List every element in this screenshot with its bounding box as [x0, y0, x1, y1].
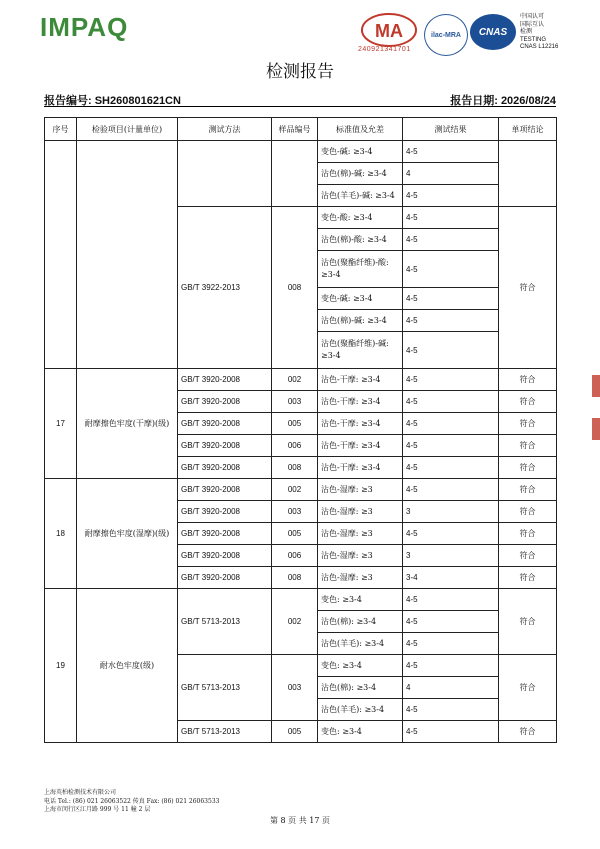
- test-result-cell: 4-5: [403, 369, 499, 391]
- test-result-cell: 3-4: [403, 567, 499, 589]
- test-result-cell: 4: [403, 677, 499, 699]
- cma-number: 240921341701: [358, 46, 411, 53]
- standard-value-cell: 沾色(羊毛): ≥3-4: [318, 633, 403, 655]
- standard-value-cell: 沾色-干摩: ≥3-4: [318, 457, 403, 479]
- test-result-cell: 4-5: [403, 229, 499, 251]
- col-header-standard: 标准值及允差: [318, 118, 403, 141]
- test-method-cell: GB/T 3920-2008: [178, 391, 272, 413]
- sample-number-cell: 003: [272, 501, 318, 523]
- sample-number-cell: 002: [272, 369, 318, 391]
- test-result-cell: 4-5: [403, 589, 499, 611]
- cnas-logo-icon: CNAS: [470, 14, 516, 50]
- sample-number-cell: 003: [272, 655, 318, 721]
- conclusion-cell: 符合: [499, 545, 557, 567]
- standard-value-cell: 沾色-湿摩: ≥3: [318, 523, 403, 545]
- standard-value-cell: 沾色(棉)-碱: ≥3-4: [318, 163, 403, 185]
- standard-value-cell: 沾色(棉): ≥3-4: [318, 611, 403, 633]
- conclusion-cell: 符合: [499, 207, 557, 369]
- test-result-cell: 3: [403, 545, 499, 567]
- sample-number-cell: 005: [272, 523, 318, 545]
- company-logo: IMPAQ: [40, 12, 129, 42]
- sample-number-cell: 006: [272, 545, 318, 567]
- conclusion-cell: 符合: [499, 655, 557, 721]
- sample-number-cell: 002: [272, 589, 318, 655]
- standard-value-cell: 沾色(棉): ≥3-4: [318, 677, 403, 699]
- footer-contact: 电话 Tel.: (86) 021 26063522 传真 Fax: (86) 021 26063533: [44, 797, 220, 805]
- test-item-cell: 耐摩擦色牢度(干摩)(级): [77, 369, 178, 479]
- test-method-cell: GB/T 5713-2013: [178, 721, 272, 743]
- conclusion-cell: 符合: [499, 369, 557, 391]
- test-result-cell: 4-5: [403, 633, 499, 655]
- test-result-cell: 4-5: [403, 413, 499, 435]
- col-header-result: 测试结果: [403, 118, 499, 141]
- standard-value-cell: 沾色-干摩: ≥3-4: [318, 413, 403, 435]
- sample-number-cell: 005: [272, 413, 318, 435]
- test-item-cell: 耐水色牢度(级): [77, 589, 178, 743]
- test-results-table: [44, 117, 557, 743]
- standard-value-cell: 沾色-干摩: ≥3-4: [318, 435, 403, 457]
- cnas-accreditation-text: 中国认可 国际互认 检测 TESTING CNAS L12216: [520, 14, 559, 50]
- standard-value-cell: 沾色(聚酯纤维)-碱: ≥3-4: [318, 332, 403, 369]
- sample-number-cell: 008: [272, 567, 318, 589]
- report-date: 报告日期: 2026/08/24: [450, 95, 556, 107]
- test-result-cell: 4-5: [403, 310, 499, 332]
- test-method-cell: GB/T 3920-2008: [178, 567, 272, 589]
- header-divider: [44, 106, 556, 107]
- standard-value-cell: 沾色-干摩: ≥3-4: [318, 369, 403, 391]
- test-result-cell: 4-5: [403, 523, 499, 545]
- conclusion-cell: 符合: [499, 435, 557, 457]
- test-method-cell: GB/T 3922-2013: [178, 207, 272, 369]
- standard-value-cell: 沾色-干摩: ≥3-4: [318, 391, 403, 413]
- conclusion-cell: 符合: [499, 501, 557, 523]
- test-method-cell: GB/T 3920-2008: [178, 413, 272, 435]
- test-result-cell: 3: [403, 501, 499, 523]
- seal-fragment: [592, 418, 600, 440]
- test-result-cell: 4-5: [403, 207, 499, 229]
- standard-value-cell: 沾色(棉)-酸: ≥3-4: [318, 229, 403, 251]
- col-header-method: 测试方法: [178, 118, 272, 141]
- conclusion-cell: 符合: [499, 413, 557, 435]
- standard-value-cell: 沾色(聚酯纤维)-酸: ≥3-4: [318, 251, 403, 288]
- test-result-cell: 4-5: [403, 479, 499, 501]
- test-method-cell: GB/T 3920-2008: [178, 435, 272, 457]
- test-result-cell: 4: [403, 163, 499, 185]
- standard-value-cell: 变色-酸: ≥3-4: [318, 207, 403, 229]
- standard-value-cell: 沾色-湿摩: ≥3: [318, 567, 403, 589]
- table-row: [45, 141, 557, 163]
- test-method-cell: GB/T 3920-2008: [178, 501, 272, 523]
- standard-value-cell: 变色-碱: ≥3-4: [318, 288, 403, 310]
- sample-number-cell: 008: [272, 207, 318, 369]
- col-header-no: 序号: [45, 118, 77, 141]
- test-result-cell: 4-5: [403, 141, 499, 163]
- test-result-cell: 4-5: [403, 611, 499, 633]
- table-row: [45, 479, 557, 501]
- conclusion-cell: 符合: [499, 523, 557, 545]
- test-result-cell: 4-5: [403, 457, 499, 479]
- conclusion-cell: 符合: [499, 721, 557, 743]
- conclusion-cell: [499, 141, 557, 207]
- standard-value-cell: 变色: ≥3-4: [318, 655, 403, 677]
- standard-value-cell: 沾色-湿摩: ≥3: [318, 501, 403, 523]
- standard-value-cell: 沾色(羊毛)-碱: ≥3-4: [318, 185, 403, 207]
- standard-value-cell: 沾色(羊毛): ≥3-4: [318, 699, 403, 721]
- item-number-cell: [45, 141, 77, 369]
- item-number-cell: 18: [45, 479, 77, 589]
- standard-value-cell: 变色-碱: ≥3-4: [318, 141, 403, 163]
- test-result-cell: 4-5: [403, 435, 499, 457]
- test-result-cell: 4-5: [403, 699, 499, 721]
- sample-number-cell: 006: [272, 435, 318, 457]
- standard-value-cell: 变色: ≥3-4: [318, 721, 403, 743]
- sample-number-cell: 003: [272, 391, 318, 413]
- test-result-cell: 4-5: [403, 391, 499, 413]
- test-result-cell: 4-5: [403, 251, 499, 288]
- col-header-item: 检验项目(计量单位): [77, 118, 178, 141]
- test-method-cell: GB/T 3920-2008: [178, 523, 272, 545]
- page-number: 第 8 页 共 17 页: [270, 816, 330, 825]
- table-row: [45, 369, 557, 391]
- test-result-cell: 4-5: [403, 655, 499, 677]
- sample-number-cell: [272, 141, 318, 207]
- standard-value-cell: 沾色(棉)-碱: ≥3-4: [318, 310, 403, 332]
- table-header-row: [45, 118, 557, 141]
- sample-number-cell: 002: [272, 479, 318, 501]
- test-result-cell: 4-5: [403, 288, 499, 310]
- test-method-cell: GB/T 5713-2013: [178, 655, 272, 721]
- test-method-cell: GB/T 3920-2008: [178, 545, 272, 567]
- item-number-cell: 19: [45, 589, 77, 743]
- test-result-cell: 4-5: [403, 721, 499, 743]
- sample-number-cell: 005: [272, 721, 318, 743]
- col-header-conclusion: 单项结论: [499, 118, 557, 141]
- conclusion-cell: 符合: [499, 567, 557, 589]
- test-result-cell: 4-5: [403, 332, 499, 369]
- document-title: 检测报告: [266, 62, 334, 82]
- footer-company: 上海英柏检测技术有限公司: [44, 789, 117, 796]
- conclusion-cell: 符合: [499, 457, 557, 479]
- svg-text:MA: MA: [375, 21, 403, 41]
- report-number: 报告编号: SH260801621CN: [44, 95, 181, 107]
- standard-value-cell: 沾色-湿摩: ≥3: [318, 545, 403, 567]
- test-item-cell: [77, 141, 178, 369]
- table-row: [45, 589, 557, 611]
- item-number-cell: 17: [45, 369, 77, 479]
- seal-fragment: [592, 375, 600, 397]
- col-header-sample: 样品编号: [272, 118, 318, 141]
- ilac-mra-icon: ilac-MRA: [424, 14, 468, 56]
- test-result-cell: 4-5: [403, 185, 499, 207]
- standard-value-cell: 变色: ≥3-4: [318, 589, 403, 611]
- page-footer: [44, 789, 219, 815]
- conclusion-cell: 符合: [499, 479, 557, 501]
- standard-value-cell: 沾色-湿摩: ≥3: [318, 479, 403, 501]
- table-body: [45, 141, 557, 743]
- test-method-cell: GB/T 3920-2008: [178, 369, 272, 391]
- test-item-cell: 耐摩擦色牢度(湿摩)(级): [77, 479, 178, 589]
- test-method-cell: [178, 141, 272, 207]
- test-method-cell: GB/T 5713-2013: [178, 589, 272, 655]
- conclusion-cell: 符合: [499, 589, 557, 655]
- footer-address: 上海市闵行区江月路 999 号 11 幢 2 层: [44, 806, 151, 813]
- conclusion-cell: 符合: [499, 391, 557, 413]
- test-method-cell: GB/T 3920-2008: [178, 457, 272, 479]
- test-method-cell: GB/T 3920-2008: [178, 479, 272, 501]
- sample-number-cell: 008: [272, 457, 318, 479]
